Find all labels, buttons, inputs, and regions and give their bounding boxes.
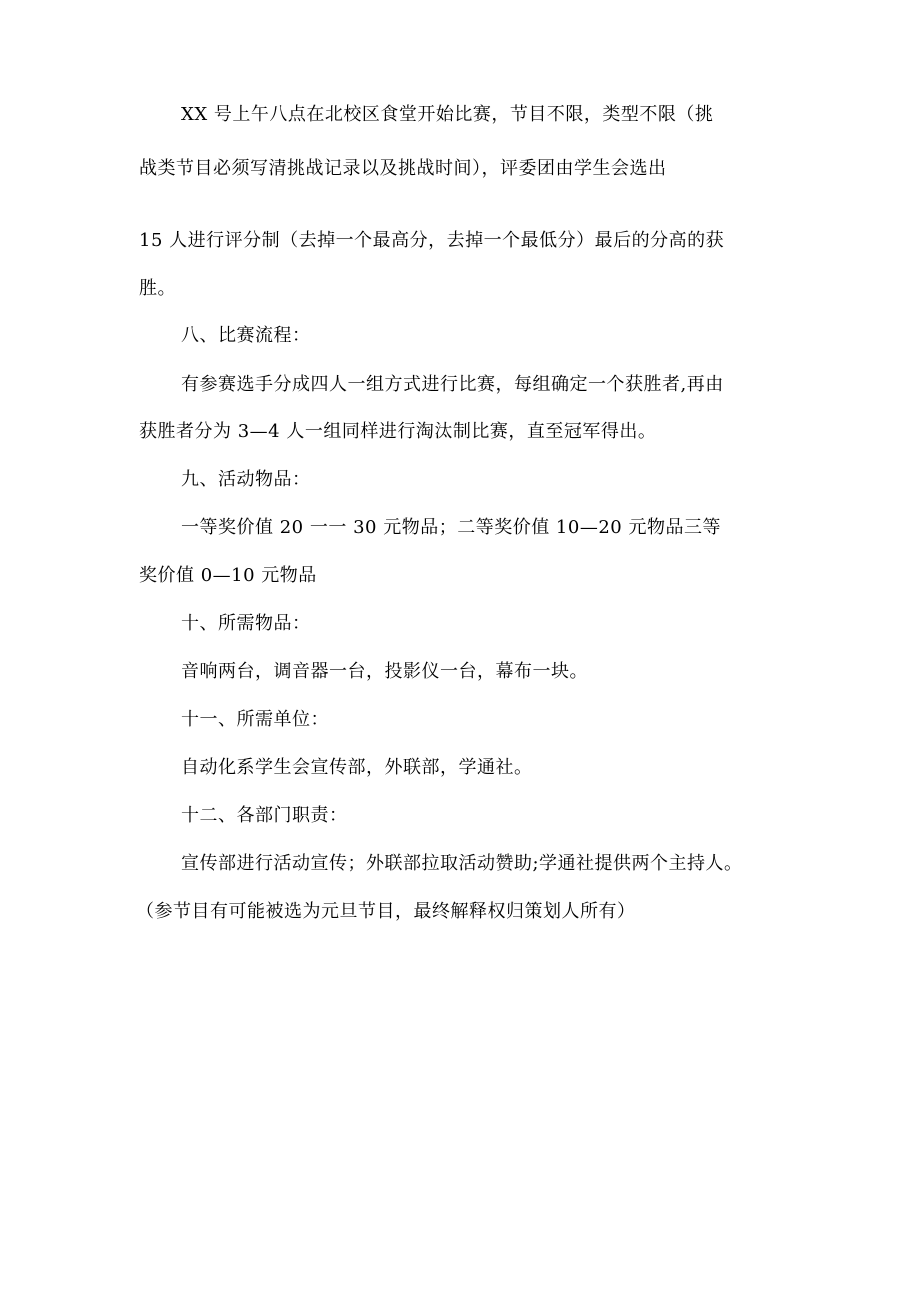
section-heading: 九、活动物品： [181,469,311,490]
paragraph-line: 获胜者分为 3—4 人一组同样进行淘汰制比赛，直至冠军得出。 [139,421,657,442]
note-line: （参节目有可能被选为元旦节目，最终解释权归策划人所有） [136,901,636,922]
section-heading: 十二、各部门职责： [181,805,348,826]
paragraph-line: XX 号上午八点在北校区食堂开始比赛，节目不限，类型不限（挑 [181,104,714,125]
paragraph-line: 宣传部进行活动宣传；外联部拉取活动赞助;学通社提供两个主持人。 [181,853,743,874]
paragraph-line: 音响两台，调音器一台，投影仪一台，幕布一块。 [181,661,588,682]
paragraph-line: 胜。 [139,278,176,299]
section-heading: 十一、所需单位： [181,709,329,730]
paragraph-line: 奖价值 0—10 元物品 [139,565,317,586]
paragraph-line: 15 人进行评分制（去掉一个最高分，去掉一个最低分）最后的分高的获 [139,230,725,251]
section-heading: 八、比赛流程： [181,325,311,346]
paragraph-line: 自动化系学生会宣传部，外联部，学通社。 [181,757,533,778]
paragraph-line: 战类节目必须写清挑战记录以及挑战时间），评委团由学生会选出 [139,158,667,179]
paragraph-line: 有参赛选手分成四人一组方式进行比赛，每组确定一个获胜者,再由 [181,374,724,395]
paragraph-line: 一等奖价值 20 一一 30 元物品；二等奖价值 10—20 元物品三等 [181,517,721,538]
section-heading: 十、所需物品： [181,613,311,634]
